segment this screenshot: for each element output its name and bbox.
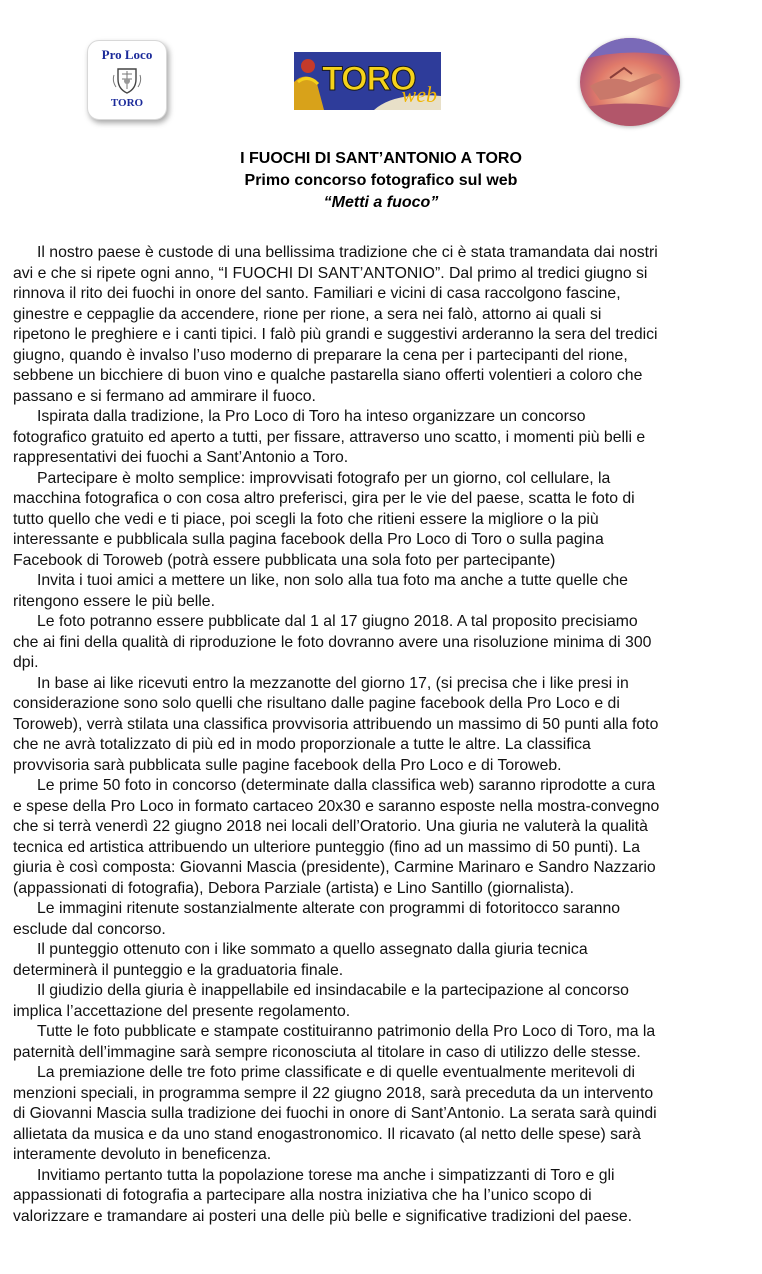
paragraph-line: valorizzare e tramandare ai posteri una delle più belle e significative tradizioni del paese. xyxy=(13,1207,633,1225)
paragraph-line: implica l’accettazione del presente regolamento. xyxy=(13,1002,351,1020)
paragraph-first-line: Le foto potranno essere pubblicate dal 1 al 17 giugno 2018. A tal proposito precisiamo xyxy=(37,613,638,630)
paragraph-line: dpi. xyxy=(13,654,39,671)
paragraph-line: tecnica ed artistica attribuendo un ulteriore punteggio (fino ad un massimo di 50 punti). La xyxy=(13,838,640,856)
document-heading xyxy=(0,148,762,214)
paragraph-first-line: In base ai like ricevuti entro la mezzanotte del giorno 17, (si precisa che i like presi in xyxy=(37,674,629,692)
paragraph-line: ritengono essere le più belle. xyxy=(13,592,215,610)
paragraph-first-line: Invita i tuoi amici a mettere un like, non solo alla tua foto ma anche a tutte quelle che xyxy=(37,572,628,589)
toroweb-title: TORO xyxy=(322,60,416,98)
paragraph-line: Facebook di Toroweb (potrà essere pubblicata una sola foto per partecipante) xyxy=(13,551,556,569)
logo-bar xyxy=(0,0,762,130)
paragraph-line: interessante e pubblicala sulla pagina facebook della Pro Loco di Toro o sulla pagina xyxy=(13,531,604,548)
coat-of-arms-icon xyxy=(112,65,142,95)
paragraph-line: passano e si fermano ad ammirare il fuoco. xyxy=(13,387,316,405)
paragraph-line: che si terrà venerdì 22 giugno 2018 nei locali dell’Oratorio. Una giuria ne valuterà la qualità xyxy=(13,818,648,835)
paragraph-first-line: Ispirata dalla tradizione, la Pro Loco di Toro ha inteso organizzare un concorso xyxy=(37,408,586,425)
paragraph-line: rinnova il rito dei fuochi in onore del santo. Familiari e vicini di casa raccolgono fascine, xyxy=(13,285,621,302)
paragraph-line: avi e che si ripete ogni anno, “I FUOCHI DI SANT’ANTONIO”. Dal primo al tredici giugno si xyxy=(13,264,648,282)
paragraph-first-line: La premiazione delle tre foto prime classificate e di quelle eventualmente meritevoli di xyxy=(37,1064,635,1081)
paragraph-first-line: Invitiamo pertanto tutta la popolazione torese ma anche i simpatizzanti di Toro e gli xyxy=(37,1166,615,1184)
paragraph-first-line: Il giudizio della giuria è inappellabile ed insindacabile e la partecipazione al concorso xyxy=(37,982,629,999)
toroweb-sub: web xyxy=(401,82,437,107)
paragraph-line: giuria è così composta: Giovanni Mascia (presidente), Carmine Marinaro e Sandro Nazzario xyxy=(13,859,656,876)
paragraph-line: rappresentativi dei fuochi a Sant’Antonio a Toro. xyxy=(13,449,349,466)
paragraph-line: considerazione sono solo quelli che risultano dalle pagine facebook della Pro Loco e di xyxy=(13,695,620,712)
paragraph-line: (appassionati di fotografia), Debora Parziale (artista) e Lino Santillo (giornalista). xyxy=(13,879,575,897)
paragraph-first-line: Il nostro paese è custode di una bellissima tradizione che ci è stata tramandata dai nostri xyxy=(37,244,658,261)
paragraph-first-line: Le prime 50 foto in concorso (determinate dalla classifica web) saranno riprodotte a cura xyxy=(37,777,656,794)
regulation-text xyxy=(13,243,743,1227)
paragraph-line: che ne avrà totalizzato di più ed in modo proporzionale a tutte le altre. La classifica xyxy=(13,736,591,753)
paragraph-line: esclude dal concorso. xyxy=(13,920,166,938)
paragraph-line: paternità dell’immagine sarà sempre riconosciuta al titolare in caso di utilizzo delle stesse. xyxy=(13,1043,641,1061)
paragraph-line: interamente devoluto in beneficenza. xyxy=(13,1146,272,1163)
paragraph-line: allietata da musica e da uno stand enogastronomico. Il ricavato (al netto delle spese) sarà xyxy=(13,1125,641,1143)
paragraph-line: che ai fini della qualità di riproduzione le foto dovranno avere una risoluzione minima di 300 xyxy=(13,633,652,651)
pro-loco-logo-text: Pro Loco xyxy=(101,47,153,62)
paragraph-line: macchina fotografica o con cosa altro preferisci, gira per le vie del paese, scatta le foto di xyxy=(13,490,635,507)
pro-loco-logo xyxy=(87,40,167,120)
paragraph-first-line: Tutte le foto pubblicate e stampate costituiranno patrimonio della Pro Loco di Toro, ma la xyxy=(37,1023,656,1040)
paragraph-line: Toroweb), verrà stilata una classifica provvisoria attribuendo un massimo di 50 punti alla foto xyxy=(13,715,659,733)
paragraph-first-line: Il punteggio ottenuto con i like sommato a quello assegnato dalla giuria tecnica xyxy=(37,941,588,958)
paragraph-line: fotografico gratuito ed aperto a tutti, per fissare, attraverso uno scatto, i momenti più belli e xyxy=(13,428,646,446)
paragraph-line: sebbene un bicchiere di buon vino e qualche pastarella siano offerti volentieri a coloro che xyxy=(13,367,643,384)
motto: “Metti a fuoco” xyxy=(323,194,439,211)
paragraph-line: giugno, quando è invalso l’uso moderno di preparare la cena per i partecipanti del rione, xyxy=(13,346,628,364)
paragraph-line: provvisoria sarà pubblicata sulle pagine facebook della Pro Loco e di Toroweb. xyxy=(13,756,562,774)
hands-fire-picture xyxy=(580,38,680,126)
paragraph-line: determinerà il punteggio e la graduatoria finale. xyxy=(13,961,344,979)
paragraph-line: di Giovanni Mascia sulla tradizione dei fuochi in onore di Sant’Antonio. La serata sarà quindi xyxy=(13,1105,657,1122)
paragraph-line: appassionati di fotografia a partecipare alla nostra iniziativa che ha l’unico scopo di xyxy=(13,1187,592,1204)
pro-loco-town: TORO xyxy=(110,97,144,109)
paragraph-line: ginestre e ceppaglie da accendere, rione per rione, a sera nei falò, attorno ai quali si xyxy=(13,305,602,323)
page-title: I FUOCHI DI SANT’ANTONIO A TORO xyxy=(240,150,522,167)
paragraph-line: e spese della Pro Loco in formato cartaceo 20x30 e saranno esposte nella mostra-convegno xyxy=(13,797,660,815)
paragraph-line: ripetono le preghiere e i canti tipici. I falò più grandi e suggestivi arderanno la sera del tredici xyxy=(13,326,658,343)
paragraph-first-line: Partecipare è molto semplice: improvvisati fotografo per un giorno, col cellulare, la xyxy=(37,469,611,487)
paragraph-line: menzioni speciali, in programma sempre il 22 giugno 2018, sarà preceduta da un intervento xyxy=(13,1084,654,1102)
paragraph-first-line: Le immagini ritenute sostanzialmente alterate con programmi di fotoritocco saranno xyxy=(37,900,621,917)
paragraph-line: tutto quello che vedi e ti piace, poi scegli la foto che ritieni essere la migliore o la più xyxy=(13,510,599,528)
toroweb-logo xyxy=(294,52,441,110)
page-subtitle: Primo concorso fotografico sul web xyxy=(244,172,518,189)
